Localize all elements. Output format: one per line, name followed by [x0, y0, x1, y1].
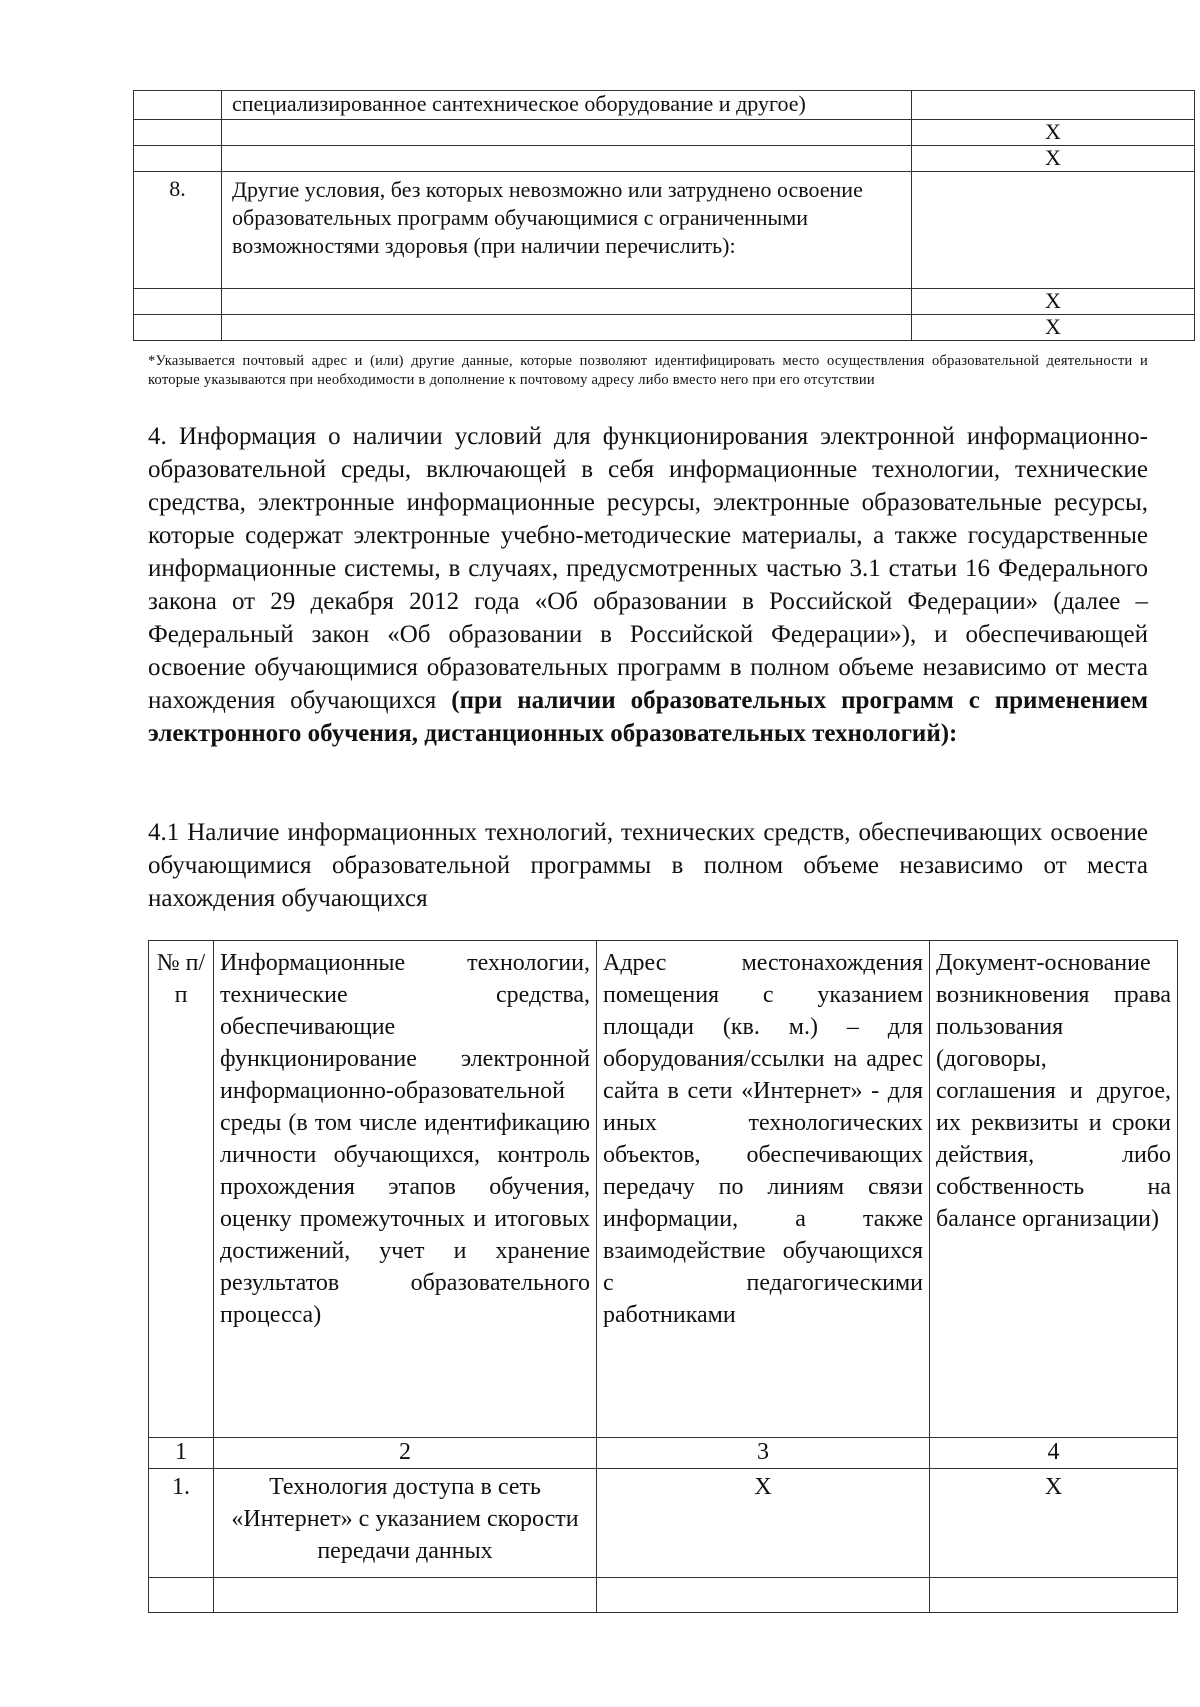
row-number: 1. [149, 1469, 214, 1578]
column-number: 2 [214, 1438, 597, 1469]
row-text: Другие условия, без которых невозможно или затруднено освоение образовательных программ обучающимися с ограниченными возможностями здоровья (при наличии перечислить): [222, 172, 912, 289]
row-technology [214, 1578, 597, 1613]
row-document [930, 1578, 1178, 1613]
row-number [134, 315, 222, 341]
table-row [149, 1469, 1178, 1578]
row-technology: Технология доступа в сеть «Интернет» с указанием скорости передачи данных [214, 1469, 597, 1578]
column-number: 3 [597, 1438, 930, 1469]
header-technologies: Информационные технологии, технические средства, обеспечивающие функционирование электронной информационно-образовательной среды (в том числе идентификацию личности обучающихся, контроль прохождения этапов обучения, оценку промежуточных и итоговых достижений, учет и хранение результатов образовательного процесса) [214, 941, 597, 1438]
section-4-paragraph [148, 420, 1148, 750]
table-row [149, 1578, 1178, 1613]
row-text [222, 315, 912, 341]
row-text [222, 120, 912, 146]
it-resources-table [148, 940, 1178, 1613]
section-4-text: 4. Информация о наличии условий для функционирования электронной информационно-образовательной среды, включающей в себя информационные технологии, технические средства, электронные информационные ресурсы, электронные образовательные ресурсы, которые содержат электронные учебно-методические материалы, а также государственные информационные системы, в случаях, предусмотренных частью 3.1 статьи 16 Федерального закона от 29 декабря 2012 года «Об образовании в Российской Федерации» (далее – Федеральный закон «Об образовании в Российской Федерации»), и обеспечивающей освоение обучающимися образовательных программ в полном объеме независимо от места нахождения обучающихся [148, 423, 1148, 714]
row-text [222, 289, 912, 315]
table-row [134, 120, 1195, 146]
table-row [134, 289, 1195, 315]
row-address [597, 1578, 930, 1613]
section-4-1-paragraph: 4.1 Наличие информационных технологий, технических средств, обеспечивающих освоение обучающимися образовательной программы в полном объеме независимо от места нахождения обучающихся [148, 819, 1148, 912]
column-numbers-row [149, 1438, 1178, 1469]
row-mark: X [912, 146, 1195, 172]
table-row [134, 315, 1195, 341]
header-address: Адрес местонахождения помещения с указанием площади (кв. м.) – для оборудования/ссылки на адрес сайта в сети «Интернет» - для иных технологических объектов, обеспечивающих передачу по линиям связи информации, а также взаимодействие обучающихся с педагогическими работниками [597, 941, 930, 1438]
table-row [134, 146, 1195, 172]
header-number: № п/п [149, 941, 214, 1438]
row-number [134, 289, 222, 315]
row-number [134, 91, 222, 120]
table-row [134, 91, 1195, 120]
row-text: специализированное сантехническое оборудование и другое) [222, 91, 912, 120]
footnote: *Указывается почтовый адрес и (или) другие данные, которые позволяют идентифицировать место осуществления образовательной деятельности и которые указываются при необходимости в дополнение к почтовому адресу либо вместо него при его отсутствии [148, 353, 1148, 388]
row-address: X [597, 1469, 930, 1578]
table-header-row [149, 941, 1178, 1438]
table-row [134, 172, 1195, 289]
section-4-bold-text: (при наличии образовательных программ с применением электронного обучения, дистанционных образовательных технологий): [148, 687, 1148, 747]
conditions-table [133, 90, 1195, 341]
row-mark: X [912, 289, 1195, 315]
row-mark: X [912, 120, 1195, 146]
row-mark [912, 91, 1195, 120]
row-number: 8. [134, 172, 222, 289]
row-text [222, 146, 912, 172]
row-number [134, 120, 222, 146]
row-mark [912, 172, 1195, 289]
column-number: 1 [149, 1438, 214, 1469]
row-number [149, 1578, 214, 1613]
row-number [134, 146, 222, 172]
row-mark: X [912, 315, 1195, 341]
row-document: X [930, 1469, 1178, 1578]
column-number: 4 [930, 1438, 1178, 1469]
header-document: Документ-основание возникновения права пользования (договоры, соглашения и другое, их реквизиты и сроки действия, либо собственность на балансе организации) [930, 941, 1178, 1438]
